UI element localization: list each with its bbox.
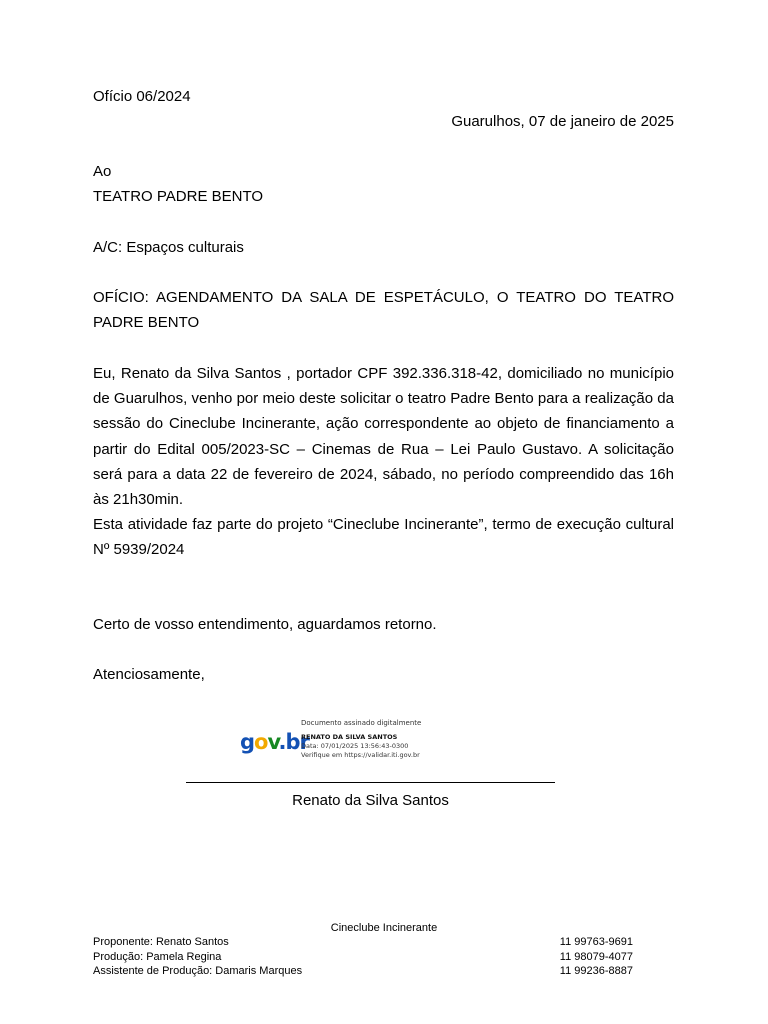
stamp-verify-link[interactable]: Verifique em https://validar.iti.gov.br (301, 751, 420, 759)
recipient-attention: A/C: Espaços culturais (93, 239, 244, 256)
signature-line (186, 782, 555, 783)
letter-body (93, 361, 674, 563)
signature-name: Renato da Silva Santos (292, 792, 449, 809)
closing-salutation: Atenciosamente, (93, 666, 205, 683)
gov-br-logo: gov.br (240, 730, 309, 754)
recipient-name: TEATRO PADRE BENTO (93, 188, 264, 205)
footer-title: Cineclube Incinerante (330, 922, 438, 934)
digital-signature-stamp (240, 718, 440, 762)
footer-phone: 11 99236-8887 (559, 965, 633, 977)
closing-line: Certo de vosso entendimento, aguardamos retorno. (93, 616, 437, 633)
footer-phone: 11 98079-4077 (559, 950, 633, 963)
footer-label: Assistente de Produção: Damaris Marques (93, 965, 303, 977)
subject-line (93, 285, 674, 335)
body-paragraph-2: Esta atividade faz parte do projeto “Cineclube Incinerante”, termo de execução cultural Nº 5939/2024 (93, 516, 674, 559)
stamp-date: Data: 07/01/2025 13:56:43-0300 (301, 742, 409, 750)
subject-text: OFÍCIO: AGENDAMENTO DA SALA DE ESPETÁCULO, O TEATRO DO TEATRO PADRE BENTO (93, 289, 674, 332)
stamp-title: Documento assinado digitalmente (301, 719, 422, 727)
oficio-number: Ofício 06/2024 (93, 88, 191, 105)
recipient-to: Ao (93, 163, 112, 180)
place-date: Guarulhos, 07 de janeiro de 2025 (451, 113, 674, 130)
stamp-signer: RENATO DA SILVA SANTOS (301, 733, 398, 741)
body-paragraph-1: Eu, Renato da Silva Santos , portador CPF 392.336.318-42, domiciliado no município de Guarulhos, venho por meio deste solicitar o teatro Padre Bento para a realização da sessão do Cineclube Incinerante, ação correspondente ao objeto de financiamento a partir do Edital 005/2023-SC – Cinemas de Rua – Lei Paulo Gustavo. A solicitação será para a data 22 de fevereiro de 2024, sábado, no período compreendido das 16h às 21h30min. (93, 365, 674, 509)
footer-phone: 11 99763-9691 (559, 936, 633, 948)
footer-label: Produção: Pamela Regina (93, 950, 222, 963)
footer-label: Proponente: Renato Santos (93, 936, 229, 948)
